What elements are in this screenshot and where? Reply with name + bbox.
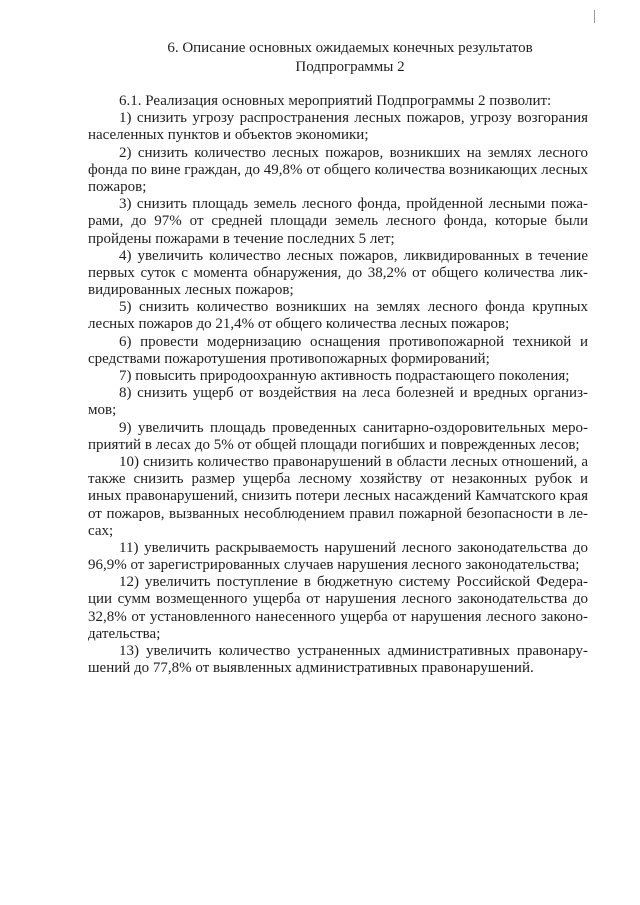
list-item [88,368,588,385]
text-line: от пожаров, вызванных несоблюдением правил пожарной безопасности в ле- [88,505,588,522]
text-line: лесных пожаров до 21,4% от общего количества лесных пожаров; [88,316,510,333]
list-item [88,196,588,248]
text-line: сах; [88,522,114,539]
text-line: 96,9% от зарегистрированных случаев нарушения лесного законодательства; [88,557,580,574]
text-line: мов; [88,402,117,419]
text-line: 2) снизить количество лесных пожаров, возникших на землях лесного [119,144,588,161]
text-line: 12) увеличить поступление в бюджетную систему Российской Федера- [119,574,588,591]
text-line: 10) снизить количество правонарушений в области лесных отношений, а [119,453,588,470]
text-line: 7) повысить природоохранную активность подрастающего поколения; [119,368,570,384]
text-line: 4) увеличить количество лесных пожаров, ликвидированных в течение [119,247,588,264]
page-corner-mark [594,10,599,23]
list-item [88,385,588,419]
text-line: 13) увеличить количество устраненных административных правонару- [119,643,588,659]
text-line: фонда по вине граждан, до 49,8% от общего количества возникающих лесных [88,161,588,178]
text-line: дательства; [88,625,161,642]
text-line: средствами пожаротушения противопожарных формирований; [88,350,490,367]
list-item [88,454,588,540]
text-line: 32,8% от установленного нанесенного ущерба от нарушения лесного законо- [88,608,588,625]
text-line: рами, до 97% от средней площади земель лесного фонда, которые были [88,213,588,230]
section-heading [90,39,610,77]
text-line: иных правонарушений, снизить потери лесных насаждений Камчатского края [88,488,588,505]
text-line: шений до 77,8% от выявленных административных правонарушений. [88,660,534,677]
list-item [88,110,588,144]
list-item [88,643,588,677]
text-line: 8) снизить ущерб от воздействия на леса болезней и вредных организ- [119,385,588,402]
text-line: 11) увеличить раскрываемость нарушений лесного законодательства до [119,539,588,556]
text-line: пожаров; [88,178,147,195]
text-line: ции сумм возмещенного ущерба от нарушения лесного законодательства до [88,591,588,608]
text-line: населенных пунктов и объектов экономики; [88,127,369,144]
text-line: приятий в лесах до 5% от общей площади погибших и поврежденных лесов; [88,436,580,453]
text-line: 6) провести модернизацию оснащения противопожарной техникой и [119,333,588,350]
list-item [88,145,588,197]
text-line: также снизить размер ущерба лесному хозяйству от незаконных рубок и [88,471,588,488]
results-list [88,93,588,677]
section-heading-line-2: Подпрограммы 2 [295,59,405,75]
list-item [88,540,588,574]
intro-paragraph [88,93,588,110]
text-line: видированных лесных пожаров; [88,282,294,299]
text-line: 3) снизить площадь земель лесного фонда, пройденной лесными пожа- [119,196,588,213]
text-line: 9) увеличить площадь проведенных санитарно-оздоровительных меро- [119,419,588,436]
list-item [88,299,588,333]
text-line: пройдены пожарами в течение последних 5 лет; [88,230,395,247]
text-line: 5) снизить количество возникших на землях лесного фонда крупных [119,299,588,316]
list-item [88,334,588,368]
list-item [88,574,588,643]
text-line: 1) снизить угрозу распространения лесных пожаров, угрозу возгорания [119,110,588,127]
text-line: 6.1. Реализация основных мероприятий Подпрограммы 2 позволит: [119,93,552,109]
list-item [88,420,588,454]
list-item [88,248,588,300]
section-heading-line-1: 6. Описание основных ожидаемых конечных результатов [167,40,533,56]
text-line: первых суток с момента обнаружения, до 38,2% от общего количества лик- [88,264,588,281]
